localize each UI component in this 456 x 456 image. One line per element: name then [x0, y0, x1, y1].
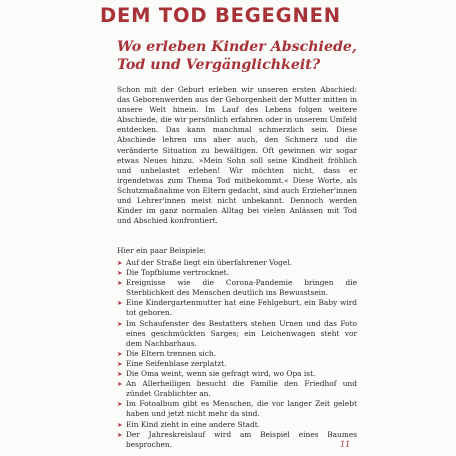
list-item-text: Auf der Straße liegt ein überfahrener Vogel. — [126, 258, 292, 267]
list-item — [117, 349, 357, 359]
examples-intro: Hier ein paar Beispiele: — [117, 246, 206, 255]
list-item — [117, 319, 357, 349]
section-subtitle: Wo erleben Kinder Abschiede, Tod und Vergänglichkeit? — [117, 39, 357, 73]
arrow-bullet-icon: ➤ — [117, 269, 123, 278]
arrow-bullet-icon: ➤ — [117, 279, 123, 288]
list-item — [117, 420, 357, 430]
arrow-bullet-icon: ➤ — [117, 380, 123, 389]
list-item-text: Eine Seifenblase zerplatzt. — [126, 358, 227, 368]
list-item — [117, 268, 357, 278]
body-paragraph — [117, 85, 357, 226]
arrow-bullet-icon: ➤ — [117, 370, 123, 379]
list-item — [117, 430, 357, 450]
arrow-bullet-icon: ➤ — [117, 359, 123, 368]
list-item-text: Ereignisse wie die Corona-Pandemie bringen die Sterblichkeit des Menschen deutlich ins Bewusstsein. — [126, 278, 357, 298]
examples-list — [117, 258, 357, 450]
list-item-text: Die Topfblume vertrocknet. — [126, 268, 229, 278]
list-item — [117, 379, 357, 399]
chapter-title: DEM TOD BEGEGNEN — [100, 4, 341, 27]
list-item-text: Die Oma weint, wenn sie gefragt wird, wo Opa ist. — [126, 369, 316, 379]
arrow-bullet-icon: ➤ — [117, 420, 123, 429]
list-item — [117, 298, 357, 318]
list-item-text: Der Jahreskreislauf wird am Beispiel eines Baumes besprochen. — [126, 429, 357, 449]
list-item-text: Die Eltern trennen sich. — [126, 348, 217, 358]
list-item — [117, 278, 357, 298]
arrow-bullet-icon: ➤ — [117, 319, 123, 328]
page-number: 11 — [340, 440, 351, 449]
list-item — [117, 359, 357, 369]
list-item — [117, 399, 357, 419]
arrow-bullet-icon: ➤ — [117, 349, 123, 358]
list-item-text: Ein Kind zieht in eine andere Stadt. — [126, 419, 261, 429]
paragraph-text: Schon mit der Geburt erleben wir unseren ersten Abschied: das Geborenwerden aus der Geborgenheit der Mutter mitten in unsere Welt hinein. Im Lauf des Lebens folgen weitere Abschiede, die wir persönlich erfahren oder in unserem Umfeld entdecken. Das kann manchmal schmerzlich sein. Diese Abschiede lehren uns aber auch, den Schmerz und die veränderte Situation zu bewältigen. Oft gewinnen wir sogar etwas Neues hinzu. »Mein Sohn soll seine Kindheit fröhlich und unbelastet erleben! Wir möchten nicht, dass er irgendetwas zum Thema Tod mitbekommt.« Diese Worte, als Schutzmaßnahme von Eltern gedacht, sind auch Erzieher'innen und Lehrer'innen meist nicht unbekannt. Dennoch werden Kinder im ganz normalen Alltag bei vielen Anlässen mit Tod und Abschied konfrontiert. — [117, 85, 357, 226]
list-item-text: Im Schaufenster des Bestatters stehen Urnen und das Foto eines geschmückten Sarges; ein Leichenwagen steht vor dem Nachbarhaus. — [126, 318, 357, 348]
arrow-bullet-icon: ➤ — [117, 299, 123, 308]
list-item-text: An Allerheiligen besucht die Familie den Friedhof und zündet Grablichter an. — [126, 379, 357, 399]
list-item — [117, 258, 357, 268]
list-item-text: Eine Kindergartenmutter hat eine Fehlgeburt, ein Baby wird tot geboren. — [126, 298, 357, 318]
list-item — [117, 369, 357, 379]
arrow-bullet-icon: ➤ — [117, 400, 123, 409]
arrow-bullet-icon: ➤ — [117, 259, 123, 267]
arrow-bullet-icon: ➤ — [117, 430, 123, 439]
list-item-text: Im Fotoalbum gibt es Menschen, die vor langer Zeit gelebt haben und jetzt nicht mehr da sind. — [126, 399, 357, 419]
